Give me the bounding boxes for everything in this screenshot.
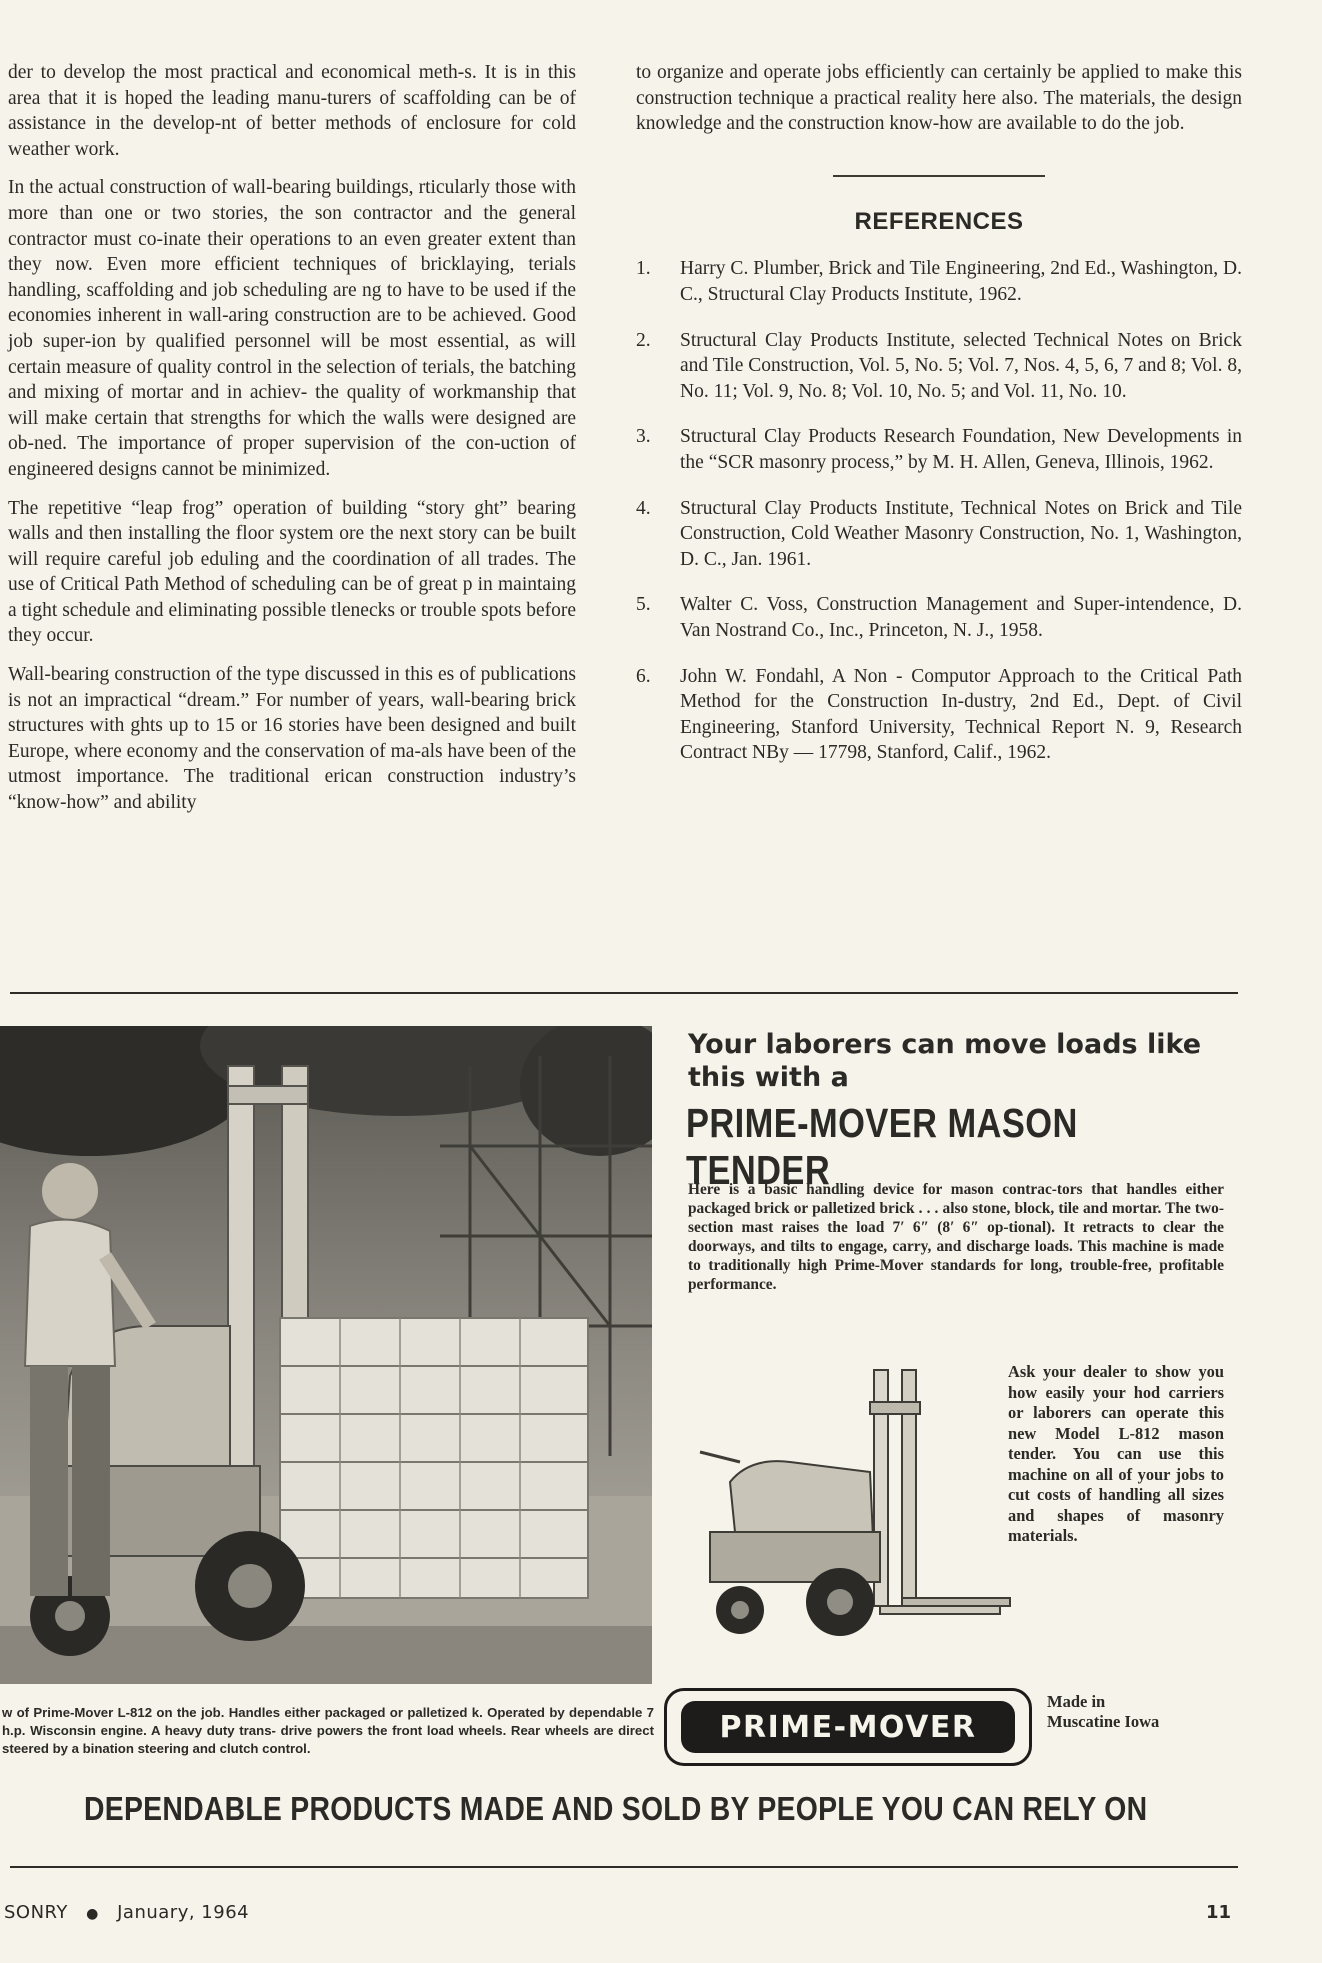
ad-headline: Your laborers can move loads like this with a [688,1029,1202,1093]
reference-text: Walter C. Voss, Construction Management and Super-intendence, D. Van Nostrand Co., Inc., Princeton, N. J., 1958. [680,594,1242,641]
made-in-label: Made in Muscatine Iowa [1047,1692,1160,1731]
article-paragraph: Wall-bearing construction of the type discussed in this es of publications is not an impractical “dream.” For number of years, wall-bearing brick structures with ghts up to 15 or 16 stories have been designed and built Europe, where economy and the conservation of ma-als have been of the utmost importance. The traditional erican construction industry’s “know-how” and ability [8,664,576,814]
mason-tender-illustration [670,1362,1020,1662]
reference-text: Harry C. Plumber, Brick and Tile Engineering, 2nd Ed., Washington, D. C., Structural Clay Products Institute, 1962. [680,258,1242,305]
ad-photo [0,1026,652,1684]
section-divider [833,175,1045,177]
reference-number: 1. [636,258,651,280]
ad-divider-top [10,992,1238,994]
article-paragraph: to organize and operate jobs efficiently can certainly be applied to make this construction technique a practical reality here also. The materials, the design knowledge and the construction know-how are available to do the job. [636,62,1242,135]
reference-item [636,664,1242,766]
reference-text: Structural Clay Products Institute, Technical Notes on Brick and Tile Construction, Cold Weather Masonry Construction, No. 1, Washington, D. C., Jan. 1961. [680,497,1242,570]
logo-text: PRIME-MOVER [681,1701,1015,1753]
article-paragraph: der to develop the most practical and economical meth-s. It is in this area that it is hoped the leading manu-turers of scaffolding can be of assistance in the develop-nt of better methods of enclosure for cold weather work. [8,62,576,160]
footer-date: January, 1964 [117,1902,250,1923]
article-right-column [636,60,1242,786]
reference-item [636,424,1242,475]
references-heading: REFERENCES [854,207,1024,235]
reference-item [636,496,1242,573]
ad-body-text: Here is a basic handling device for mason contrac-tors that handles either packaged brick or palletized brick . . . also stone, block, tile and mortar. The two-section mast raises the load 7′ 6″ (8′ 6″ op-tional). It retracts to clear the doorways, and tilts to engage, carry, and discharge loads. This machine is made to traditionally high Prime-Mover standards for long, trouble-free, profitable performance. [688,1181,1224,1293]
reference-item [636,256,1242,307]
footer-publication [4,1902,249,1923]
footer-divider [10,1866,1238,1868]
article-paragraph: The repetitive “leap frog” operation of building “story ght” bearing walls and then installing the floor system ore the next story can be built will require careful job eduling and the coordination of all trades. The use of Critical Path Method of scheduling can be of great p in maintaing a tight schedule and eliminating possible tlenecks or trouble spots before they occur. [8,497,576,647]
article-paragraph: In the actual construction of wall-bearing buildings, rticularly those with more than one or two stories, the son contractor and the general contractor must co-inate their operations to an even greater extent than they now. Even more efficient techniques of bricklaying, terials handling, scaffolding and job scheduling are ng to have to be used if the economies inherent in wall-aring construction are to be achieved. Good job super-ion by qualified personnel will be most essential, as will certain measure of quality control in the selection of terials, the batching and mixing of mortar and in achiev- the quality of workmanship that will make certain that strengths for which the walls were designed are ob-ned. The importance of proper supervision of the con-uction of engineered designs cannot be minimized. [8,177,576,480]
reference-number: 3. [636,426,651,448]
reference-text: John W. Fondahl, A Non - Computor Approach to the Critical Path Method for the Construction In-dustry, 2nd Ed., Dept. of Civil Engineering, Stanford University, Technical Report N. 9, Research Contract NBy — 17798, Stanford, Calif., 1962. [680,665,1242,764]
reference-text: Structural Clay Products Research Foundation, New Developments in the “SCR masonry process,” by M. H. Allen, Geneva, Illinois, 1962. [680,426,1242,473]
reference-item [636,328,1242,405]
footer-magazine: SONRY [4,1902,68,1923]
reference-text: Structural Clay Products Institute, selected Technical Notes on Brick and Tile Construction, Vol. 5, No. 5; Vol. 7, Nos. 4, 5, 6, 7 and 8; Vol. 8, No. 11; Vol. 9, No. 8; Vol. 10, No. 5; and Vol. 11, No. 10. [680,329,1242,402]
prime-mover-logo [664,1688,1032,1766]
ad-photo-caption: w of Prime-Mover L-812 on the job. Handles either packaged or palletized k. Operated by dependable 7 h.p. Wisconsin engine. A heavy duty trans- drive powers the front load wheels. Rear wheels are direct steered by a bination steering and clutch control. [2,1705,654,1756]
reference-number: 6. [636,665,651,687]
article-left-column [8,60,576,829]
bullet-icon: ● [86,1906,99,1922]
reference-number: 4. [636,497,651,519]
reference-item [636,592,1242,643]
ad-call-to-action: Ask your dealer to show you how easily your hod carriers or laborers can operate this new Model L-812 mason tender. You can use this machine on all of your jobs to cut costs of handling all sizes and shapes of masonry materials. [1008,1362,1224,1545]
ad-product-name: PRIME-MOVER MASON TENDER [686,1100,1078,1193]
ad-slogan: DEPENDABLE PRODUCTS MADE AND SOLD BY PEOPLE YOU CAN RELY ON [84,1790,1148,1827]
reference-number: 2. [636,329,651,351]
page-number: 11 [1206,1902,1232,1923]
reference-number: 5. [636,594,651,616]
